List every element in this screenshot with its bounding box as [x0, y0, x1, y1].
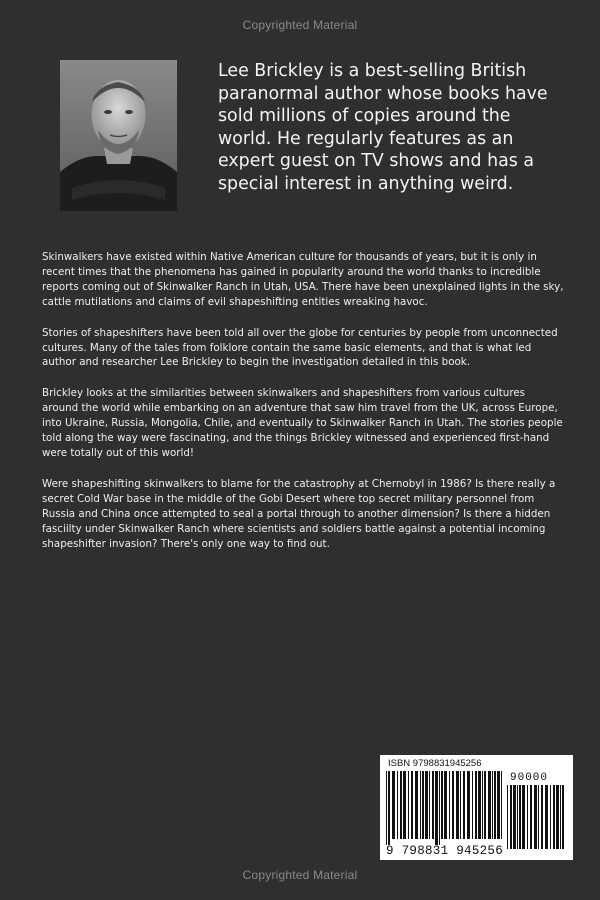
barcode-bar: [556, 785, 559, 849]
barcode-bar: [497, 771, 500, 839]
barcode-digits: 9 798831 945256: [386, 844, 504, 858]
barcode-bar: [484, 771, 486, 839]
barcode-bar: [435, 771, 438, 845]
barcode-bar: [460, 771, 461, 839]
barcode-bar: [400, 771, 402, 839]
description-paragraph: Were shapeshifting skinwalkers to blame for the catastrophy at Chernobyl in 1986? Is there really a secret Cold War base in the middle of the Gobi Desert where top secret military personnel from Russia and China once attempted to seal a portal through to another dimension? Is there a hidden fasciilty under Skinwalker Ranch where scientists and soldiers battle against a potential incoming shapeshifter invasion? There's only one way to find out.: [42, 477, 556, 550]
barcode-bar: [422, 771, 424, 839]
barcode-bar: [517, 785, 518, 849]
barcode-bar: [507, 785, 508, 849]
barcode-bar: [501, 771, 502, 839]
barcode-bar: [527, 785, 528, 849]
book-description: [42, 250, 564, 567]
barcode-bar: [420, 771, 421, 839]
barcode-bar: [403, 771, 406, 839]
barcode-bar: [452, 771, 454, 839]
barcode-bar: [432, 771, 434, 839]
barcode-bar: [510, 785, 512, 849]
barcode-bar: [425, 771, 428, 839]
description-paragraph: Stories of shapeshifters have been told all over the globe for centuries by people from unconnected cultures. Many of the tales from folklore contain the same basic elements, and that is what led author and researcher Lee Brickley to begin the investigation detailed in this book.: [42, 326, 558, 369]
addon-digits: 90000: [510, 772, 549, 784]
barcode-bar: [386, 771, 387, 845]
description-paragraph: Brickley looks at the similarities between skinwalkers and shapeshifters from various cultures around the world while embarking on an adventure that saw him travel from the UK, across Europe, into Ukraine, Russia, Mongolia, Chile, and eventually to Skinwalker Ranch in Utah. The stories people told along the way were fascinating, and the things Brickley witnessed and experienced first-hand were totally out of this world!: [42, 387, 563, 459]
barcode-bar: [482, 771, 483, 839]
addon-barcode-bars: [507, 785, 565, 855]
barcode-bar: [513, 785, 516, 849]
author-bio: Lee Brickley is a best-selling British paranormal author whose books have sold millions of copies around the world. He regularly features as an expert guest on TV shows and has a special interest in anything weird.: [218, 61, 548, 194]
barcode-bar: [444, 771, 447, 839]
barcode-bar: [562, 785, 564, 849]
barcode-bar: [397, 771, 398, 839]
barcode-bar: [472, 771, 473, 839]
barcode-bar: [415, 771, 418, 839]
barcode-bar: [530, 785, 532, 849]
barcode-bar: [441, 771, 443, 839]
watermark-bottom: Copyrighted Material: [242, 868, 358, 882]
isbn-barcode: [380, 755, 573, 860]
author-photo: [60, 60, 177, 211]
barcode-bar: [534, 785, 537, 849]
barcode-bar: [519, 785, 521, 849]
barcode-bar: [411, 771, 413, 839]
barcode-bar: [408, 771, 409, 839]
barcode-bar: [449, 771, 450, 839]
barcode-bar: [388, 771, 390, 845]
barcode-bar: [392, 771, 395, 839]
barcode-bar: [456, 771, 459, 839]
barcode-bar: [478, 771, 481, 839]
barcode-bar: [488, 771, 491, 839]
barcode-bar: [429, 771, 430, 839]
barcode-bar: [439, 771, 440, 845]
barcode-bar: [550, 785, 551, 849]
barcode-bar: [475, 771, 477, 839]
barcode-bar: [467, 771, 470, 839]
barcode-bar: [522, 785, 525, 849]
author-portrait-image: [60, 60, 177, 211]
barcode-bar: [538, 785, 539, 849]
barcode-bar: [545, 785, 548, 849]
barcode-bars: [386, 771, 504, 845]
description-paragraph: Skinwalkers have existed within Native American culture for thousands of years, but it is only in recent times that the phenomena has gained in popularity around the world thanks to incredible reports coming out of Skinwalker Ranch in Utah, USA. There have been unexplained lights in the sky, cattle mutilations and claims of evil shapeshifting entities wreaking havoc.: [42, 251, 564, 308]
barcode-bar: [560, 785, 561, 849]
barcode-bar: [492, 771, 493, 839]
watermark-top: Copyrighted Material: [242, 18, 358, 32]
barcode-bar: [463, 771, 465, 839]
barcode-bar: [541, 785, 543, 849]
barcode-bar: [494, 771, 496, 839]
barcode-bar: [553, 785, 555, 849]
isbn-label: ISBN 9798831945256: [388, 758, 482, 769]
